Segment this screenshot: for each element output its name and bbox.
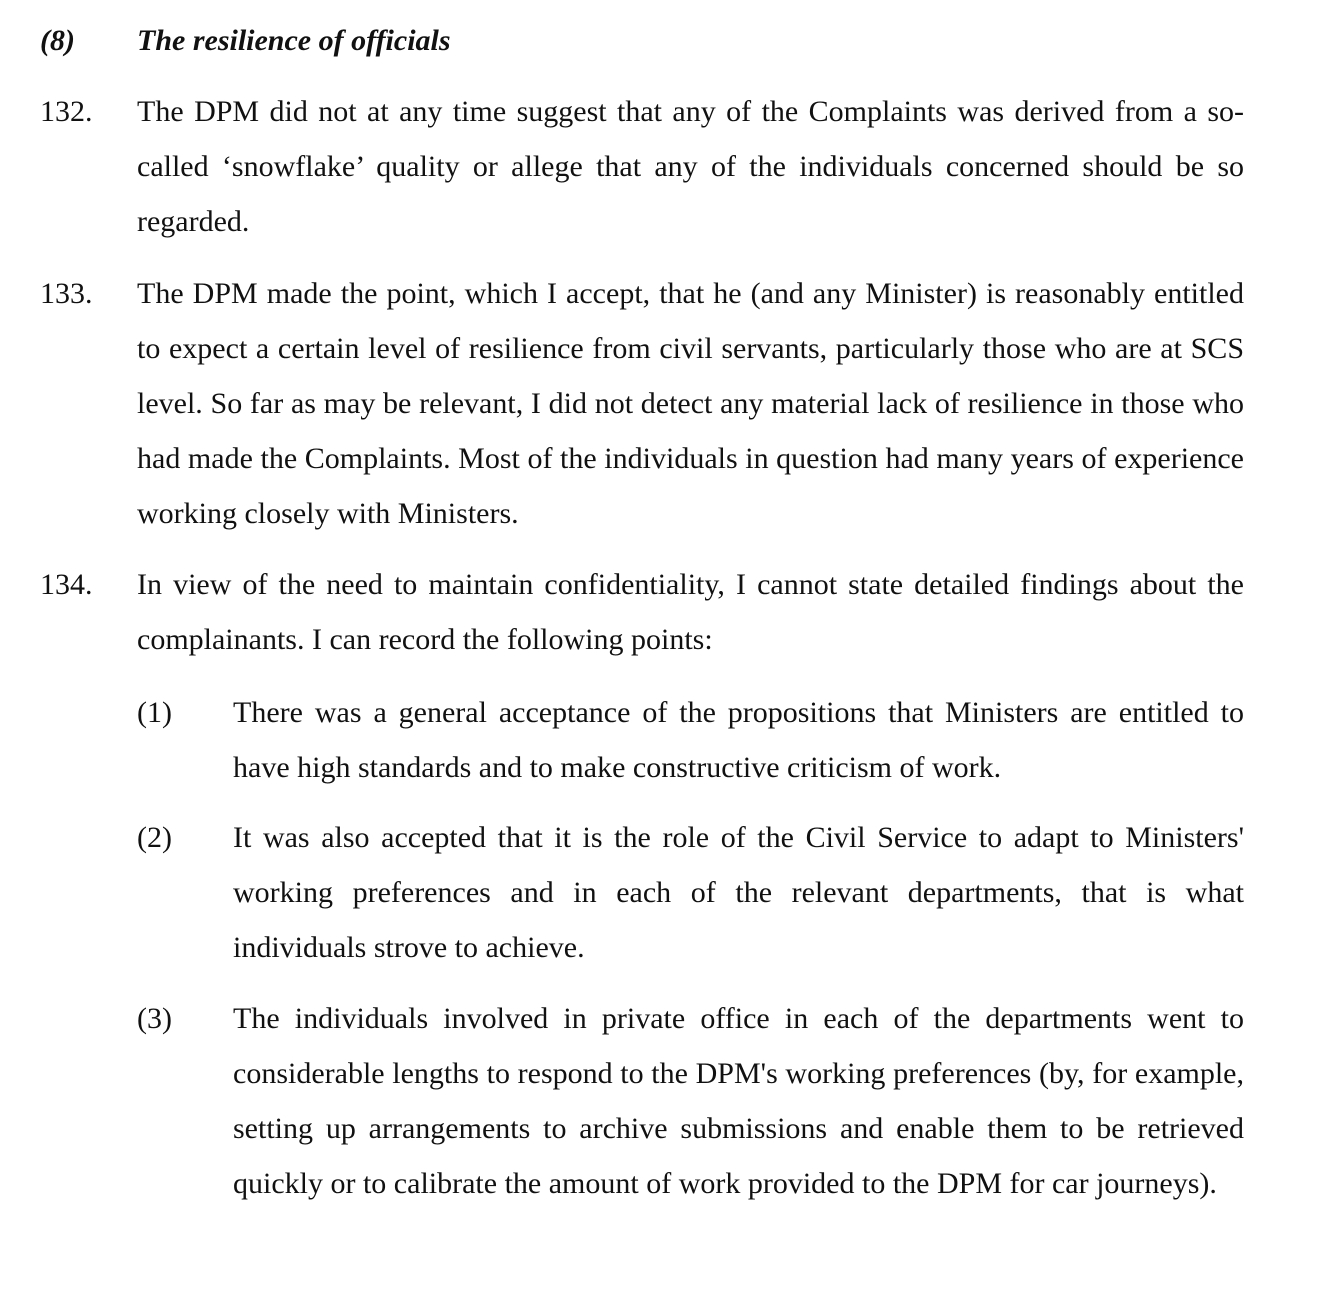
subpoint-3: [137, 991, 1244, 1211]
subpoint-2: [137, 810, 1244, 975]
section-number: (8): [40, 24, 75, 57]
paragraph-text: In view of the need to maintain confidentiality, I cannot state detailed findings about the complainants. I can record the following points:: [137, 568, 1244, 656]
paragraph-133: [40, 266, 1244, 541]
subpoint-text: It was also accepted that it is the role of the Civil Service to adapt to Ministers' working preferences and in each of the relevant departments, that is what individuals strove to achieve.: [233, 821, 1244, 964]
paragraph-number: 132.: [40, 95, 93, 128]
section-title: The resilience of officials: [137, 24, 451, 57]
subpoint-number: (1): [137, 696, 172, 729]
subpoint-number: (2): [137, 821, 172, 854]
paragraph-number: 133.: [40, 277, 93, 310]
paragraph-number: 134.: [40, 568, 93, 601]
subpoint-text: The individuals involved in private office in each of the departments went to considerable lengths to respond to the DPM's working preferences (by, for example, setting up arrangements to archive submissions and enable them to be retrieved quickly or to calibrate the amount of work provided to the DPM for car journeys).: [233, 1002, 1244, 1200]
paragraph-text: The DPM did not at any time suggest that any of the Complaints was derived from a so-called ‘snowflake’ quality or allege that any of the individuals concerned should be so regarded.: [137, 95, 1244, 238]
subpoint-number: (3): [137, 1002, 172, 1035]
subpoint-text: There was a general acceptance of the propositions that Ministers are entitled to have high standards and to make constructive criticism of work.: [233, 696, 1244, 784]
paragraph-132: [40, 84, 1244, 249]
paragraph-134: [40, 557, 1244, 667]
subpoint-1: [137, 685, 1244, 795]
paragraph-text: The DPM made the point, which I accept, that he (and any Minister) is reasonably entitled to expect a certain level of resilience from civil servants, particularly those who are at SCS level. So far as may be relevant, I did not detect any material lack of resilience in those who had made the Complaints. Most of the individuals in question had many years of experience working closely with Ministers.: [137, 277, 1244, 530]
